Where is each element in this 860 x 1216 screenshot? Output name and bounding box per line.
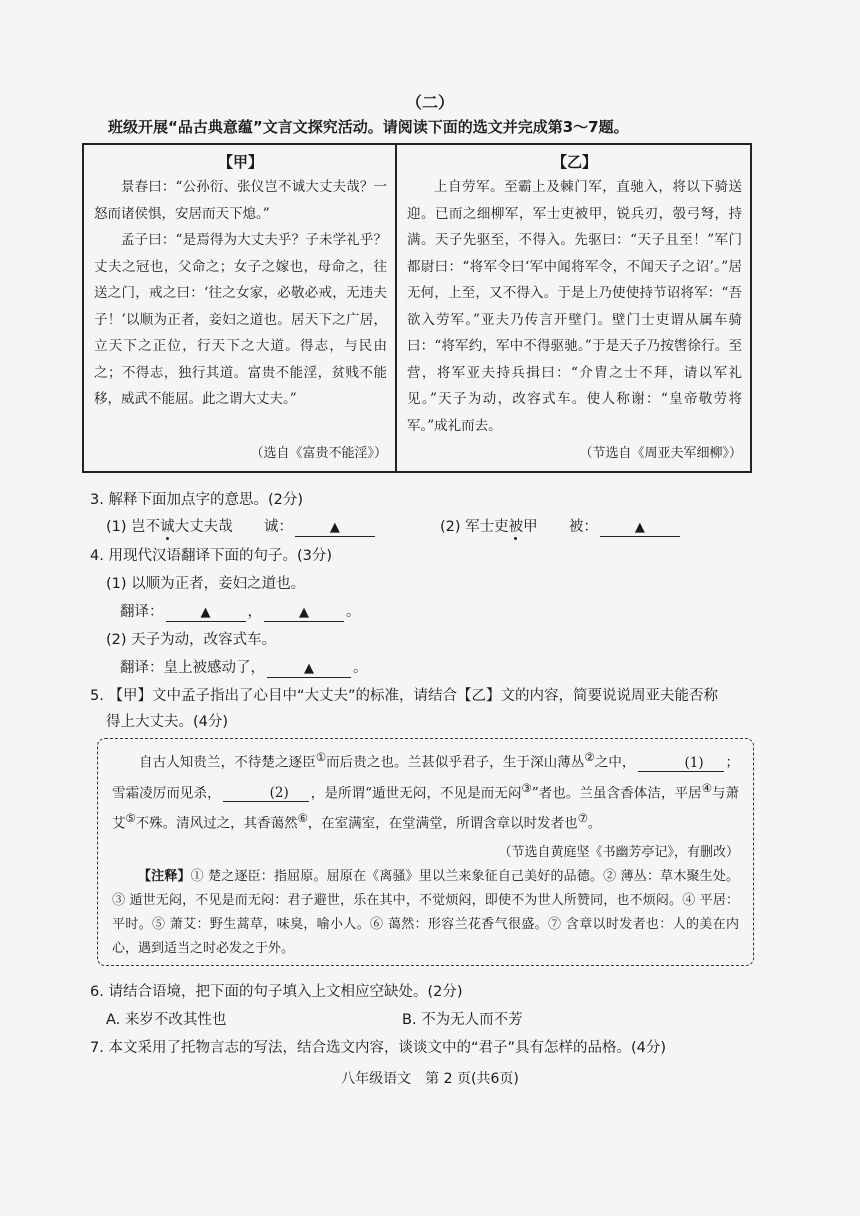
passage-jia-body xyxy=(94,174,387,413)
question-6-stem: 6. 请结合语境，把下面的句子填入上文相应空缺处。(2分) xyxy=(90,984,463,1000)
question-4-item1-answer: 翻译： ▲ ， ▲ 。 xyxy=(120,604,361,620)
question-4-stem: 4. 用现代汉语翻译下面的句子。(3分) xyxy=(90,548,332,564)
question-3-stem: 3. 解释下面加点字的意思。(2分) xyxy=(90,492,303,508)
orchid-passage-notes: 【注释】① 楚之逐臣：指屈原。屈原在《离骚》里以兰来象征自己美好的品德。② 薄丛：草木聚生处。③ 遁世无闷，不见是而无闷：君子避世，乐在其中，不觉烦闷，即使不为世人所赞同，也不烦闷。④ 平居：平时。⑤ 萧艾：野生蒿草，味臭，喻小人。⑥ 蔼然：形容兰花香气很盛。⑦ 含章以时发者也：人的美在内心，遇到适当之时必发之于外。 xyxy=(112,868,739,956)
passage-blank-2[interactable]: (2) xyxy=(223,785,309,802)
question-5-line1: 5. 【甲】文中孟子指出了心目中“大丈夫”的标准，请结合【乙】文的内容，简要说说周亚夫能否称 xyxy=(90,688,718,704)
orchid-passage-body: 自古人知贵兰，不待楚之逐臣①而后贵之也。兰甚似乎君子，生于深山薄丛②之中， (1) ；雪霜凌厉而见杀， (2) ，是所谓“遁世无闷，不见是而无闷③”者也。兰虽含香体洁，平居④与萧艾⑤不殊。清风过之，其香蔼然⑥，在室满室，在堂满堂，所谓含章以时发者也⑦。 xyxy=(112,751,740,832)
passage-yi-para1: 上自劳军。至霸上及棘门军，直驰入，将以下骑送迎。已而之细柳军，军士吏被甲，锐兵刃，彀弓弩，持满。天子先驱至，不得入。先驱曰：“天子且至！”军门都尉曰：“将军令曰‘军中闻将军令，不闻天子之诏’。”居无何，上至，又不得入。于是上乃使使持节诏将军：“吾欲入劳军。”亚夫乃传言开壁门。壁门士吏谓从属车骑曰：“将军约，军中不得驱驰。”于是天子乃按辔徐行。至营，将军亚夫持兵揖曰：“介胄之士不拜，请以军礼见。”天子为动，改容式车。使人称谢：“皇帝敬劳将军。”成礼而去。 xyxy=(407,179,742,434)
question-4-item2-answer: 翻译：皇上被感动了， ▲ 。 xyxy=(120,660,368,676)
answer-blank[interactable]: ▲ xyxy=(267,660,351,678)
question-3-item1: (1) 岂不诚大丈夫哉 诚： ▲ xyxy=(106,515,377,537)
section-title: （二） xyxy=(405,93,454,112)
question-4-item2: (2) 天子为动，改容式车。 xyxy=(106,632,277,648)
passage-yi-body xyxy=(407,174,742,439)
question-7-stem: 7. 本文采用了托物言志的写法，结合选文内容，谈谈文中的“君子”具有怎样的品格。(4分) xyxy=(90,1040,667,1056)
question-4-item1: (1) 以顺为正者，妾妇之道也。 xyxy=(106,576,306,592)
question-6-option-a: A. 来岁不改其性也 xyxy=(106,1012,227,1028)
passage-yi-source: （节选自《周亚夫军细柳》） xyxy=(579,446,742,461)
passage-table xyxy=(82,143,752,473)
passage-jia-heading: 【甲】 xyxy=(217,153,263,171)
answer-blank[interactable]: ▲ xyxy=(264,604,344,622)
orchid-passage-source: （节选自黄庭坚《书幽芳亭记》，有删改） xyxy=(498,844,739,860)
passage-blank-1[interactable]: (1) xyxy=(638,755,724,772)
passage-jia-para2: 孟子曰：“是焉得为大丈夫乎？子未学礼乎？丈夫之冠也，父命之；女子之嫁也，母命之，往送之门，戒之曰：‘往之女家，必敬必戒，无违夫子！’以顺为正者，妾妇之道也。居天下之广居，立天下之正位，行天下之大道。得志，与民由之；不得志，独行其道。富贵不能淫，贫贱不能移，威武不能屈。此之谓大丈夫。” xyxy=(94,232,387,407)
question-5-line2: 得上大丈夫。(4分) xyxy=(106,714,229,730)
answer-blank[interactable]: ▲ xyxy=(600,519,680,537)
page-footer: 八年级语文 第 2 页(共6页) xyxy=(341,1071,519,1087)
passage-yi xyxy=(397,145,750,471)
dotted-char: 被 xyxy=(508,519,524,535)
orchid-passage-box xyxy=(97,738,754,966)
question-6-option-b: B. 不为无人而不芳 xyxy=(402,1012,523,1028)
passage-jia-para1: 景春曰：“公孙衍、张仪岂不诚大丈夫哉？一怒而诸侯惧，安居而天下熄。” xyxy=(94,179,387,222)
question-3-item2: (2) 军士吏被甲 被： ▲ xyxy=(440,515,682,537)
answer-blank[interactable]: ▲ xyxy=(295,519,375,537)
answer-blank[interactable]: ▲ xyxy=(166,604,246,622)
dotted-char: 诚 xyxy=(160,519,175,535)
section-intro: 班级开展“品古典意蕴”文言文探究活动。请阅读下面的选文并完成第3～7题。 xyxy=(108,118,629,136)
passage-jia xyxy=(84,145,397,471)
passage-yi-heading: 【乙】 xyxy=(551,153,597,171)
passage-jia-source: （选自《富贵不能淫》） xyxy=(250,446,387,461)
